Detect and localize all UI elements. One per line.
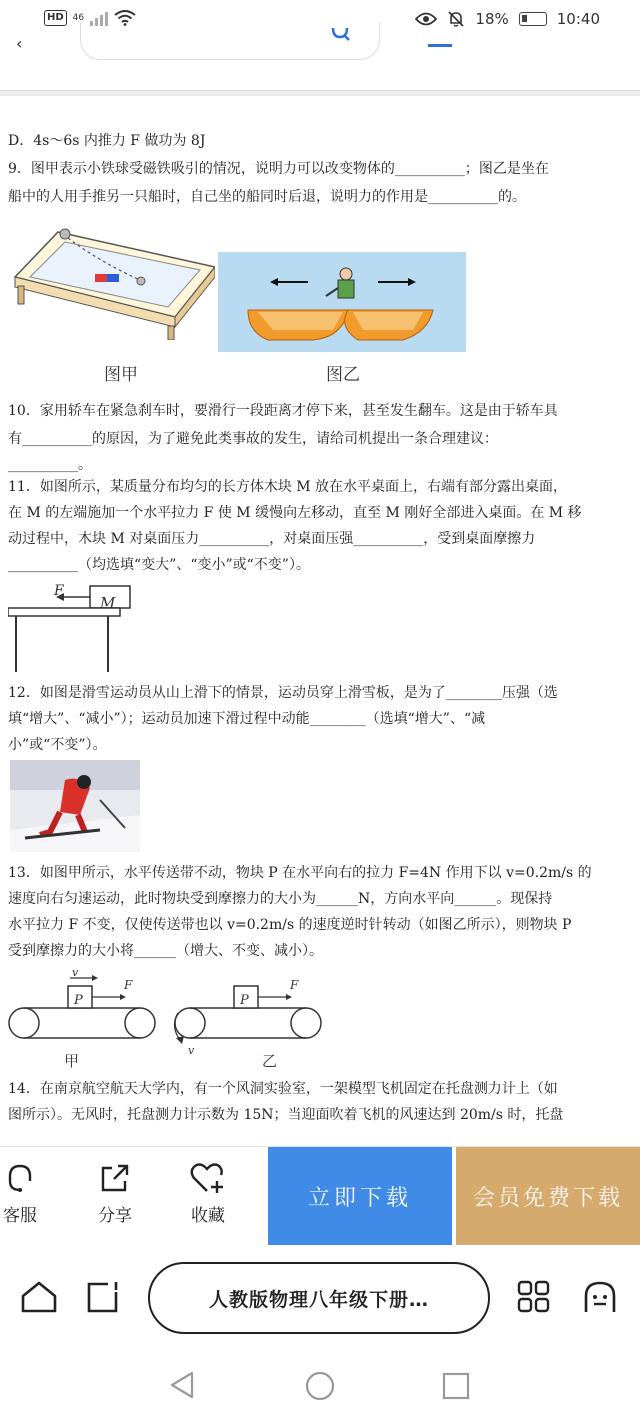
figure-caption: 乙 (262, 1052, 278, 1070)
figure-caption: 图甲 (104, 365, 138, 385)
text-line: 动过程中，木块 M 对桌面压力__________，对桌面压强__________，受到桌面摩擦力 (8, 531, 536, 547)
apps-grid-icon[interactable] (516, 1280, 552, 1314)
figure-caption: 甲 (64, 1052, 80, 1070)
text-line: 12．如图是滑雪运动员从山上滑下的情景，运动员穿上滑雪板，是为了________压强（选 (8, 685, 558, 701)
text-line: 有__________的原因，为了避免此类事故的发生，请给司机提出一条合理建议： (8, 431, 498, 447)
top-divider (0, 90, 640, 96)
eye-icon (415, 12, 437, 26)
tabs-icon[interactable] (86, 1280, 122, 1314)
back-icon[interactable]: ‹ (16, 34, 23, 53)
text-line: __________。 (8, 457, 92, 473)
hd-badge: HD (44, 10, 67, 26)
headset-icon (3, 1161, 37, 1195)
force-label: F (124, 978, 133, 992)
mute-bell-icon (447, 10, 465, 28)
text-line: 10．家用轿车在紧急刹车时，要滑行一段距离才停下来，甚至发生翻车。这是由于轿车具 (8, 403, 558, 419)
text-line: 填“增大”、“减小”）；运动员加速下滑过程中动能________（选填“增大”、“减 (8, 711, 486, 727)
share-button[interactable] (75, 1147, 155, 1245)
text-line: 图所示）。无风时，托盘测力计示数为 15N；当迎面吹着飞机的风速达到 20m/s 时，托盘 (8, 1107, 564, 1123)
text-line: 水平拉力 F 不变，仅使传送带也以 v=0.2m/s 的速度逆时针转动（如图乙所示），则物块 P (8, 917, 572, 933)
text-line: 小”或“不变”）。 (8, 737, 107, 753)
text-line: 9．图甲表示小铁球受磁铁吸引的情况，说明力可以改变物体的__________；图乙是坐在 (8, 161, 549, 177)
active-tab-indicator (428, 44, 452, 47)
force-label: F (290, 978, 299, 992)
figure-12-skier-photo (10, 760, 140, 852)
favorite-button[interactable] (168, 1147, 248, 1245)
clock: 10:40 (556, 10, 600, 28)
nav-back-icon[interactable] (168, 1370, 196, 1400)
text-line: 在 M 的左端施加一个水平拉力 F 使 M 缓慢向左移动，直至 M 刚好全部进入桌面。在 M 移 (8, 505, 582, 521)
velocity-label: v (188, 1044, 195, 1057)
nav-home-icon[interactable] (304, 1370, 336, 1402)
share-label: 分享 (98, 1206, 132, 1226)
figure-13-conveyor-belts (8, 968, 328, 1068)
text-line: 11．如图所示，某质量分布均匀的长方体木块 M 放在水平桌面上，右端有部分露出桌面， (8, 479, 568, 495)
velocity-label: v (72, 966, 79, 979)
block-label: M (100, 594, 116, 612)
text-line: 14．在南京航空航天大学内，有一个风洞实验室，一架模型飞机固定在托盘测力计上（如 (8, 1081, 558, 1097)
page-title-pill[interactable]: 人教版物理八年级下册… (148, 1262, 490, 1334)
figure-11-block-on-table (8, 580, 138, 672)
vip-download-button[interactable]: 会员免费下载 (456, 1147, 640, 1245)
browser-toolbar (0, 1246, 640, 1346)
block-p-label: P (240, 993, 249, 1008)
battery-icon (519, 12, 547, 26)
network-type: 46 (72, 12, 85, 23)
text-line: __________（均选填“变大”、“变小”或“不变”）。 (8, 557, 310, 573)
text-line: 速度向右匀速运动，此时物块受到摩擦力的大小为______N，方向水平向______。现保持 (8, 891, 553, 907)
battery-percent: 18% (475, 10, 509, 28)
text-line: 受到摩擦力的大小将______（增大、不变、减小）。 (8, 943, 323, 959)
home-icon[interactable] (20, 1280, 58, 1314)
service-button[interactable] (0, 1147, 60, 1245)
text-line: D．4s～6s 内推力 F 做功为 8J (8, 133, 206, 149)
heart-plus-icon (189, 1161, 227, 1195)
share-icon (98, 1161, 132, 1195)
search-icon[interactable] (330, 28, 350, 42)
download-button[interactable]: 立即下载 (268, 1147, 452, 1245)
figure-9-iron-ball (10, 222, 215, 340)
profile-ghost-icon[interactable] (582, 1280, 618, 1314)
block-p-label: P (74, 993, 83, 1008)
system-nav-bar (0, 1346, 640, 1422)
figure-9-boats (218, 252, 466, 352)
text-line: 13．如图甲所示，水平传送带不动，物块 P 在水平向右的拉力 F=4N 作用下以 v=0.2m/s 的 (8, 865, 592, 881)
favorite-label: 收藏 (191, 1206, 225, 1226)
action-bar (0, 1146, 640, 1244)
figure-caption: 图乙 (326, 365, 360, 385)
nav-recents-icon[interactable] (442, 1372, 470, 1400)
service-label: 客服 (3, 1206, 37, 1226)
text-line: 船中的人用手推另一只船时，自己坐的船同时后退，说明力的作用是__________的。 (8, 189, 526, 205)
force-label: F (54, 583, 64, 599)
